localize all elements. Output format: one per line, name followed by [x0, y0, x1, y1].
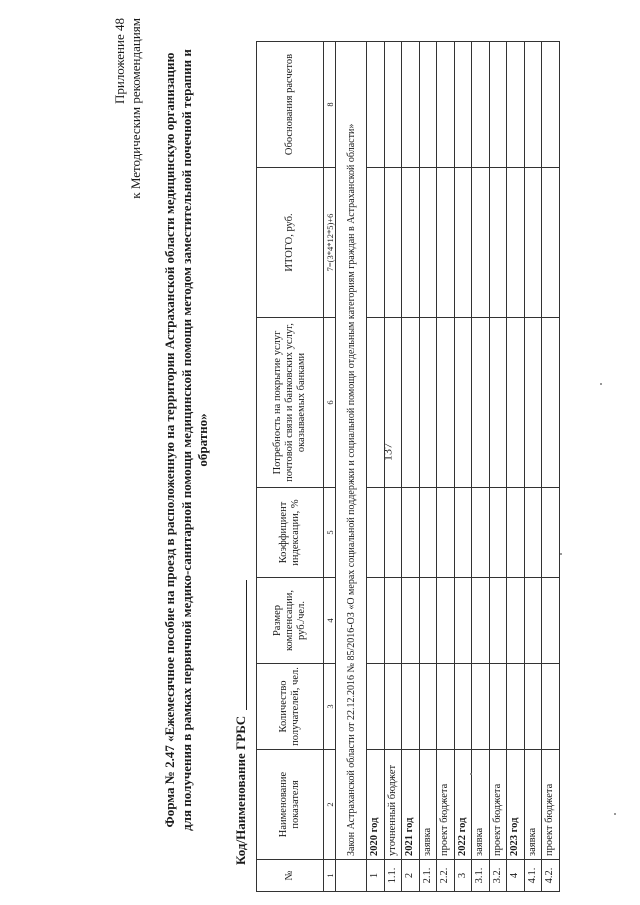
header-number: № — [257, 860, 324, 892]
empty-cell — [402, 168, 420, 318]
row-label: заявка — [419, 750, 437, 860]
empty-cell — [419, 488, 437, 578]
form-title: Форма № 2.47 «Ежемесячное пособие на проезд в расположенную на территории Астраханской области медицинскую организацию для получения в рамках первичной медико-санитарной помощи медицинской помощи методом заместительной почечной терапии и обратно» — [162, 49, 210, 831]
empty-cell — [472, 318, 490, 488]
empty-cell — [402, 318, 420, 488]
empty-cell — [542, 664, 560, 750]
empty-cell — [419, 318, 437, 488]
row-label: проект бюджета — [489, 750, 507, 860]
row-number: 2.1. — [419, 860, 437, 892]
table-row — [402, 42, 420, 892]
empty-cell — [367, 42, 385, 168]
row-label: уточненный бюджет — [384, 750, 402, 860]
empty-cell — [384, 488, 402, 578]
row-number: 3.2. — [489, 860, 507, 892]
empty-cell — [367, 168, 385, 318]
empty-cell — [489, 664, 507, 750]
appendix-title: Приложение 48 — [112, 18, 127, 105]
column-number: 8 — [324, 42, 336, 168]
empty-cell — [542, 488, 560, 578]
table-row — [437, 42, 455, 892]
row-number: 4.2. — [542, 860, 560, 892]
row-number: 1.1. — [384, 860, 402, 892]
table-row — [489, 42, 507, 892]
empty-cell — [367, 318, 385, 488]
empty-cell — [402, 488, 420, 578]
scan-speck — [600, 383, 602, 385]
table-row — [367, 42, 385, 892]
table-header-row — [257, 42, 324, 892]
column-number: 4 — [324, 578, 336, 664]
empty-cell — [367, 488, 385, 578]
empty-cell — [384, 42, 402, 168]
empty-cell — [384, 664, 402, 750]
column-number: 3 — [324, 664, 336, 750]
law-reference-text: Закон Астраханской области от 22.12.2016 № 85/2016-ОЗ «О мерах социальной поддержки и социальной помощи отдельным категориям граждан в Астраханской области» — [336, 42, 367, 860]
empty-cell — [437, 168, 455, 318]
empty-cell — [402, 42, 420, 168]
column-number: 2 — [324, 750, 336, 860]
empty-cell — [472, 488, 490, 578]
scan-speck — [470, 773, 472, 775]
table-row — [507, 42, 525, 892]
row-number: 4 — [507, 860, 525, 892]
grbs-code-blank — [246, 580, 247, 710]
row-number: 2 — [402, 860, 420, 892]
grbs-code-label: Код/Наименование ГРБС — [233, 715, 248, 865]
column-number: 6 — [324, 318, 336, 488]
row-label: 2022 год — [454, 750, 472, 860]
header-indexation-coefficient: Коэффициент индексации, % — [257, 488, 324, 578]
empty-cell — [542, 578, 560, 664]
empty-cell — [489, 42, 507, 168]
header-justification: Обоснования расчетов — [257, 42, 324, 168]
empty-cell — [489, 318, 507, 488]
table-row — [454, 42, 472, 892]
header-postal-banking-need: Потребность на покрытие услуг почтовой связи и банковских услуг, оказываемых банками — [257, 318, 324, 488]
empty-cell — [489, 168, 507, 318]
empty-cell — [524, 168, 542, 318]
empty-cell — [524, 42, 542, 168]
empty-cell — [367, 578, 385, 664]
empty-cell — [524, 318, 542, 488]
data-table — [256, 41, 560, 892]
table-row — [542, 42, 560, 892]
empty-cell — [454, 664, 472, 750]
empty-cell — [454, 578, 472, 664]
empty-cell — [437, 664, 455, 750]
empty-cell — [542, 168, 560, 318]
row-number: 1 — [367, 860, 385, 892]
scan-speck — [560, 553, 562, 555]
grbs-code-line — [233, 580, 249, 865]
empty-cell — [419, 168, 437, 318]
row-label: заявка — [472, 750, 490, 860]
column-number: 1 — [324, 860, 336, 892]
empty-cell — [454, 42, 472, 168]
empty-cell — [507, 168, 525, 318]
header-recipients-count: Количество получателей, чел. — [257, 664, 324, 750]
row-label: 2020 год — [367, 750, 385, 860]
row-number: 3.1. — [472, 860, 490, 892]
empty-cell — [542, 42, 560, 168]
table-row — [384, 42, 402, 892]
row-label: заявка — [524, 750, 542, 860]
empty-cell — [472, 664, 490, 750]
empty-cell — [454, 168, 472, 318]
empty-cell — [384, 578, 402, 664]
empty-cell — [419, 578, 437, 664]
empty-cell — [454, 488, 472, 578]
header-indicator-name: Наименование показателя — [257, 750, 324, 860]
empty-cell — [472, 42, 490, 168]
empty-cell — [437, 488, 455, 578]
empty-cell — [472, 578, 490, 664]
empty-cell — [367, 664, 385, 750]
empty-cell — [524, 664, 542, 750]
empty-cell — [507, 318, 525, 488]
law-reference-blank — [336, 860, 367, 892]
table-row — [524, 42, 542, 892]
empty-cell — [419, 664, 437, 750]
empty-cell — [524, 578, 542, 664]
empty-cell — [384, 168, 402, 318]
empty-cell — [507, 578, 525, 664]
empty-cell — [542, 318, 560, 488]
scan-speck — [614, 813, 616, 815]
header-total: ИТОГО, руб. — [257, 168, 324, 318]
empty-cell — [384, 318, 402, 488]
empty-cell — [507, 664, 525, 750]
appendix-reference: к Методическим рекомендациям — [128, 18, 143, 199]
row-label: 2023 год — [507, 750, 525, 860]
empty-cell — [437, 42, 455, 168]
empty-cell — [507, 488, 525, 578]
row-label: 2021 год — [402, 750, 420, 860]
empty-cell — [454, 318, 472, 488]
row-number: 3 — [454, 860, 472, 892]
empty-cell — [507, 42, 525, 168]
empty-cell — [472, 168, 490, 318]
page-number: 137 — [380, 443, 395, 461]
table-row — [472, 42, 490, 892]
empty-cell — [524, 488, 542, 578]
empty-cell — [489, 578, 507, 664]
empty-cell — [402, 578, 420, 664]
law-reference-row — [336, 42, 367, 892]
row-label: проект бюджета — [542, 750, 560, 860]
column-number: 7=(3*4*12*5)+6 — [324, 168, 336, 318]
column-number-row — [324, 42, 336, 892]
table-row — [419, 42, 437, 892]
column-number: 5 — [324, 488, 336, 578]
empty-cell — [437, 578, 455, 664]
row-label: проект бюджета — [437, 750, 455, 860]
appendix-note — [112, 18, 144, 199]
row-number: 2.2. — [437, 860, 455, 892]
empty-cell — [489, 488, 507, 578]
row-number: 4.1. — [524, 860, 542, 892]
header-compensation-amount: Размер компенсации, руб./чел. — [257, 578, 324, 664]
empty-cell — [419, 42, 437, 168]
empty-cell — [402, 664, 420, 750]
empty-cell — [437, 318, 455, 488]
